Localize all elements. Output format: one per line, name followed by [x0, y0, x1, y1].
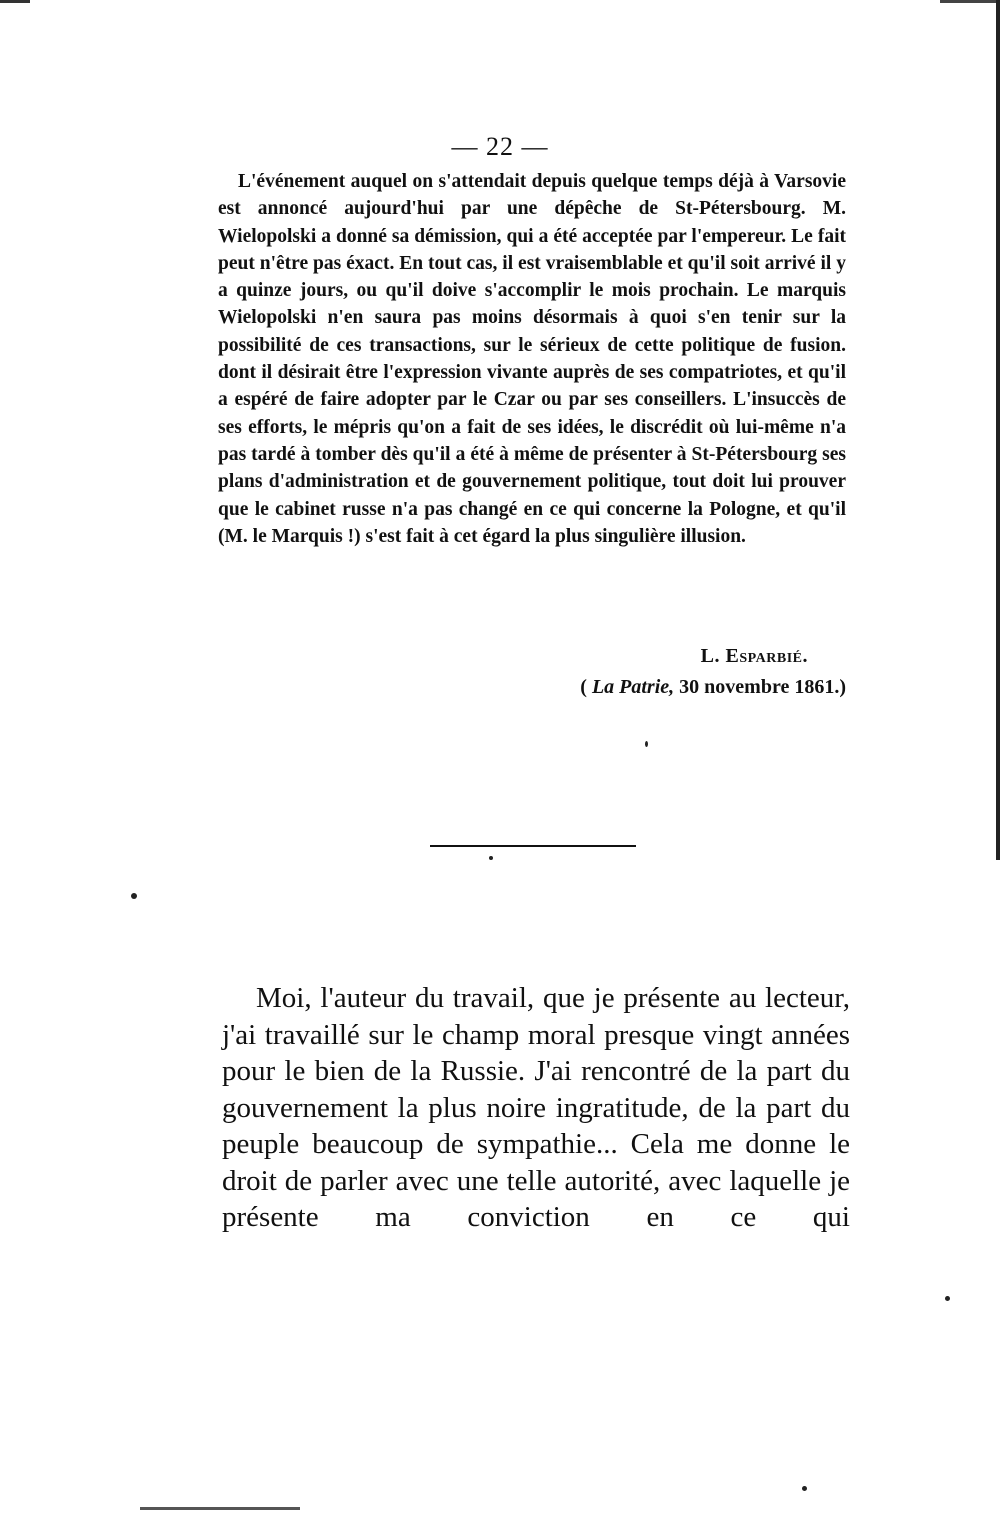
source-publication: La Patrie, — [591, 676, 675, 698]
scan-edge-top — [0, 0, 1000, 3]
article-source — [580, 676, 846, 699]
scan-edge-right — [996, 0, 1000, 860]
source-open-paren: ( — [580, 676, 587, 698]
quoted-article — [218, 168, 846, 550]
scan-speck — [945, 1296, 950, 1301]
main-text — [222, 980, 850, 1236]
article-paragraph: L'événement auquel on s'attendait depuis quelque temps déjà à Varsovie est annoncé aujourd'hui par une dépêche de St-Pétersbourg. M. Wielopolski a donné sa démission, qui a été acceptée par l'empereur. Le fait peut n'être pas éxact. En tout cas, il est vraisemblable et qu'il soit arrivé il y a quinze jours, ou qu'il doive s'accomplir le mois prochain. Le marquis Wielopolski n'en saura pas moins désormais à quoi s'en tenir sur la possibilité de ces transactions, sur le sérieux de cette politique de fusion. dont il désirait être l'expression vivante auprès de ses compatriotes, et qu'il a espéré de faire adopter par le Czar ou par ses conseillers. L'insuccès de ses efforts, le mépris qu'on a fait de ses idées, le discrédit où lui-même n'a pas tardé à tomber dès qu'il a été à même de présenter à St-Pétersbourg ses plans d'administration et de gouvernement politique, tout doit lui prouver que le cabinet russe n'a pas changé en ce qui concerne la Pologne, et qu'il (M. le Marquis !) s'est fait à cet égard la plus singulière illusion. — [218, 171, 846, 547]
scan-edge-bottom — [140, 1507, 300, 1510]
main-paragraph: Moi, l'auteur du travail, que je présente au lecteur, j'ai travaillé sur le champ moral presque vingt années pour le bien de la Russie. J'ai rencontré de la part du gouvernement la plus noire ingratitude, de la part du peuple beaucoup de sympathie... Cela me donne le droit de parler avec une telle autorité, avec laquelle je présente ma conviction en ce qui — [222, 982, 850, 1233]
scan-speck — [802, 1486, 807, 1491]
section-divider — [430, 845, 636, 847]
source-date: 30 novembre 1861.) — [679, 676, 846, 698]
scan-speck — [131, 893, 137, 899]
article-signature — [701, 645, 808, 668]
signature-name: Esparbié. — [725, 645, 808, 667]
page-number: — 22 — — [451, 132, 549, 161]
signature-initial: L. — [700, 645, 721, 667]
scan-speck — [489, 856, 493, 860]
scan-speck — [645, 741, 648, 747]
